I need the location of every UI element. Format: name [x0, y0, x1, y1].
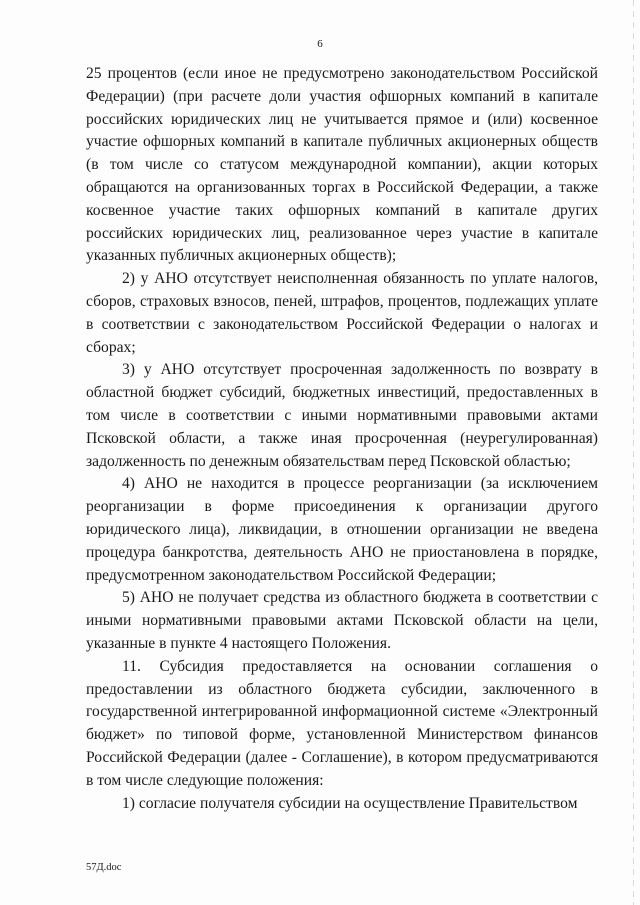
page-number: 6 [317, 38, 323, 50]
page-edge [633, 0, 634, 905]
paragraph-item-2: 2) у АНО отсутствует неисполненная обязанность по уплате налогов, сборов, страховых взносов, пеней, штрафов, процентов, подлежащих уплате в соответствии с законодательством Российской Федерации о налогах и сборах; [86, 270, 598, 356]
document-body [86, 63, 598, 815]
footer-filename: 57Д.doc [86, 862, 122, 873]
paragraph-clause-11: 11. Субсидия предоставляется на основании соглашения о предоставлении из областного бюджета субсидии, заключенного в государственной интегрированной информационной системе «Электронный бюджет» по типовой форме, установленной Министерством финансов Российской Федерации (далее - Соглашение), в котором предусматриваются в том числе следующие положения: [86, 657, 598, 789]
paragraph-continuation: 25 процентов (если иное не предусмотрено законодательством Российской Федерации) (при расчете доли участия офшорных компаний в капитале российских юридических лиц не учитывается прямое и (или) косвенное участие офшорных компаний в капитале публичных акционерных обществ (в том числе со статусом международной компании), акции которых обращаются на организованных торгах в Российской Федерации, а также косвенное участие таких офшорных компаний в капитале других российских юридических лиц, реализованное через участие в капитале указанных публичных акционерных обществ); [86, 65, 598, 265]
paragraph-item-4: 4) АНО не находится в процессе реорганизации (за исключением реорганизации в форме присоединения к организации другого юридического лица), ликвидации, в отношении организации не введена процедура банкротства, деятельность АНО не приостановлена в порядке, предусмотренном законодательством Российской Федерации; [86, 475, 598, 584]
paragraph-clause-11-item-1: 1) согласие получателя субсидии на осуществление Правительством [122, 794, 578, 812]
paragraph-item-5: 5) АНО не получает средства из областного бюджета в соответствии с иными нормативными правовыми актами Псковской области на цели, указанные в пункте 4 настоящего Положения. [86, 589, 598, 652]
paragraph-item-3: 3) у АНО отсутствует просроченная задолженность по возврату в областной бюджет субсидий, бюджетных инвестиций, предоставленных в том числе в соответствии с иными нормативными правовыми актами Псковской области, а также иная просроченная (неурегулированная) задолженность по денежным обязательствам перед Псковской областью; [86, 361, 598, 470]
